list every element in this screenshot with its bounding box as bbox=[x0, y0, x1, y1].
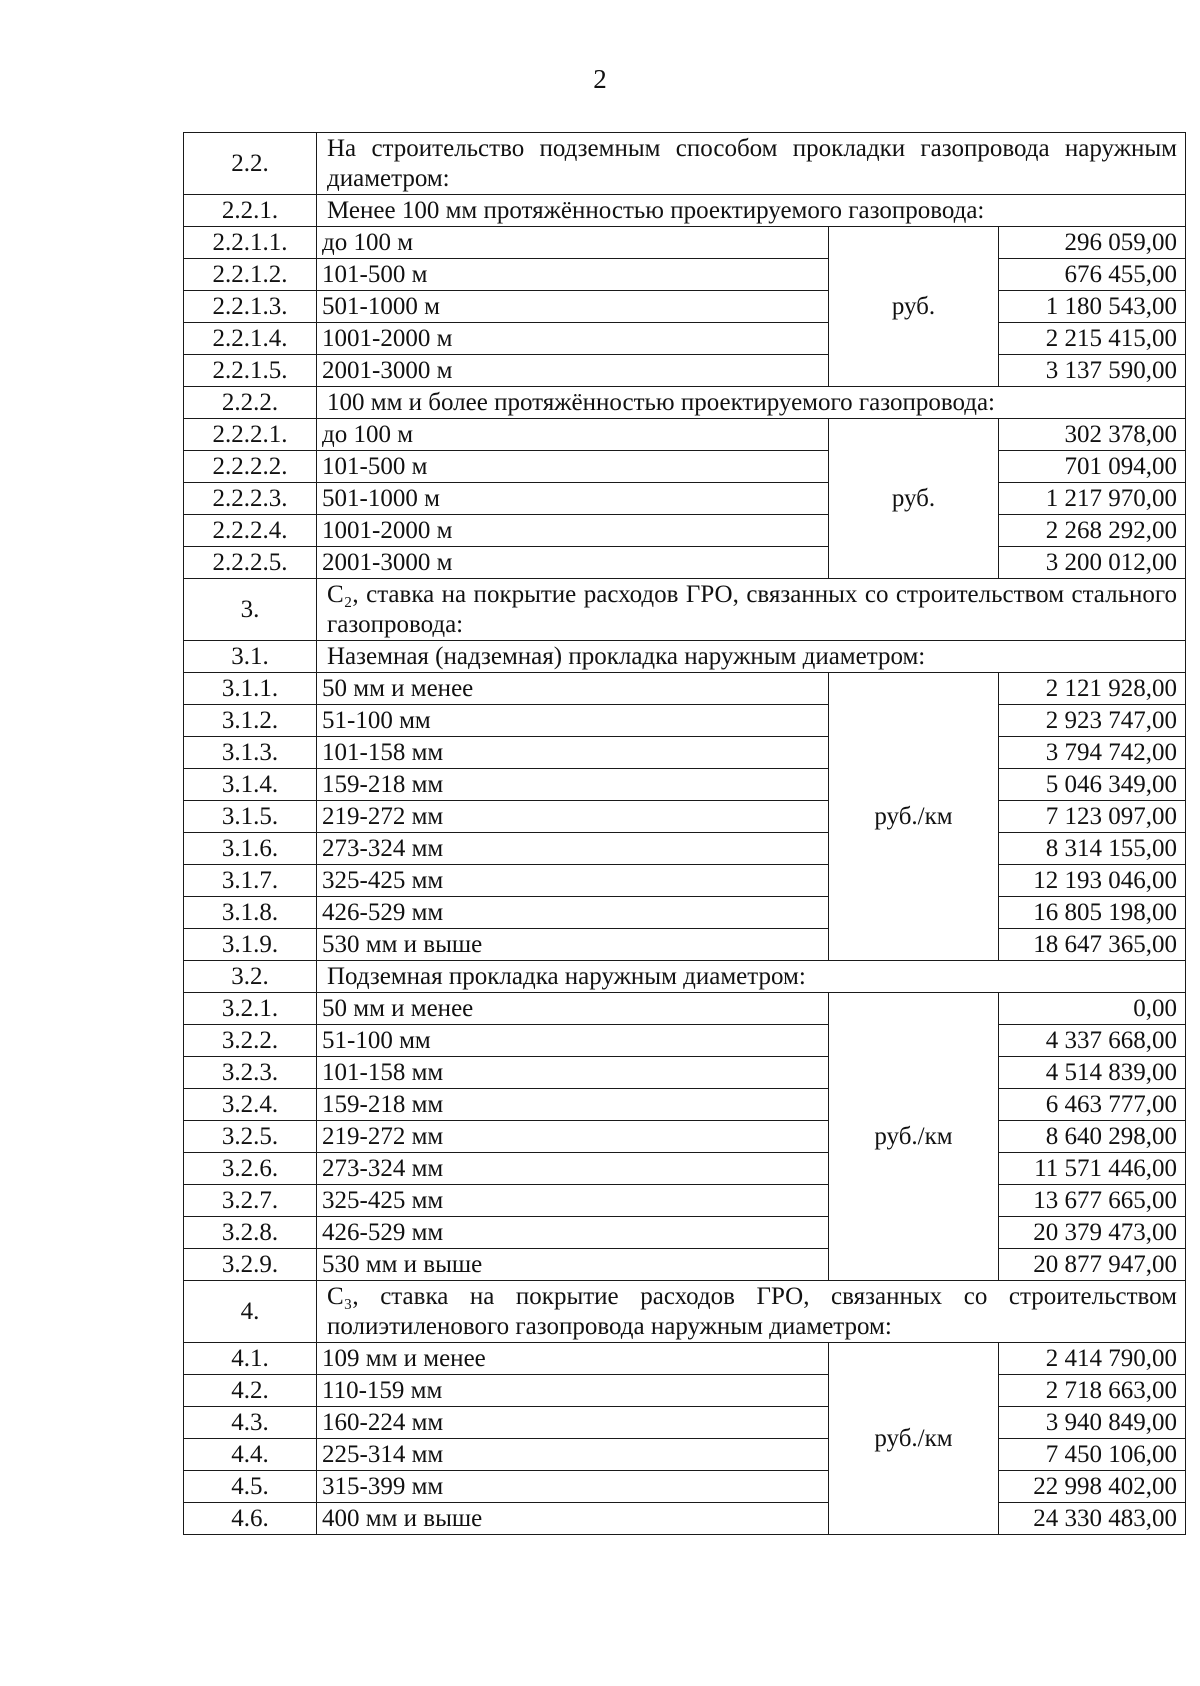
item-description: 1001-2000 м bbox=[317, 323, 829, 355]
page-number: 2 bbox=[593, 64, 607, 94]
item-description: 109 мм и менее bbox=[317, 1343, 829, 1375]
item-number: 3.2.2. bbox=[184, 1025, 317, 1057]
item-number: 4.4. bbox=[184, 1439, 317, 1471]
table-row bbox=[184, 483, 1186, 515]
item-description: 501-1000 м bbox=[317, 291, 829, 323]
rate-value: 6 463 777,00 bbox=[999, 1089, 1186, 1121]
item-description: 1001-2000 м bbox=[317, 515, 829, 547]
rate-value: 13 677 665,00 bbox=[999, 1185, 1186, 1217]
table-row bbox=[184, 673, 1186, 705]
item-description: 2001-3000 м bbox=[317, 547, 829, 579]
item-number: 4.6. bbox=[184, 1503, 317, 1535]
table-row bbox=[184, 1503, 1186, 1535]
item-number: 4.2. bbox=[184, 1375, 317, 1407]
item-description: 159-218 мм bbox=[317, 769, 829, 801]
table-row bbox=[184, 801, 1186, 833]
rate-value: 2 414 790,00 bbox=[999, 1343, 1186, 1375]
item-number: 2.2.2.1. bbox=[184, 419, 317, 451]
item-number: 3.1.7. bbox=[184, 865, 317, 897]
table-row bbox=[184, 323, 1186, 355]
tariff-table bbox=[183, 132, 1186, 1535]
item-number: 3.1.4. bbox=[184, 769, 317, 801]
item-number: 3.2.9. bbox=[184, 1249, 317, 1281]
item-number: 3.2.8. bbox=[184, 1217, 317, 1249]
item-number: 2.2.2.4. bbox=[184, 515, 317, 547]
subsection-header-row bbox=[184, 641, 1186, 673]
rate-value: 8 640 298,00 bbox=[999, 1121, 1186, 1153]
section-header-row bbox=[184, 133, 1186, 195]
subsection-title: Подземная прокладка наружным диаметром: bbox=[317, 961, 1186, 993]
item-number: 3.2.4. bbox=[184, 1089, 317, 1121]
item-number: 3.2.6. bbox=[184, 1153, 317, 1185]
item-description: 110-159 мм bbox=[317, 1375, 829, 1407]
section-title: С₂, ставка на покрытие расходов ГРО, связанных со строительством стального газопровода: bbox=[317, 579, 1186, 641]
rate-value: 1 217 970,00 bbox=[999, 483, 1186, 515]
rate-value: 3 200 012,00 bbox=[999, 547, 1186, 579]
table-row bbox=[184, 515, 1186, 547]
item-number: 3.1.1. bbox=[184, 673, 317, 705]
item-number: 3.1.8. bbox=[184, 897, 317, 929]
rate-value: 2 215 415,00 bbox=[999, 323, 1186, 355]
table-row bbox=[184, 1153, 1186, 1185]
section-header-row bbox=[184, 579, 1186, 641]
item-number: 4. bbox=[184, 1281, 317, 1343]
section-title: На строительство подземным способом прокладки газопровода наружным диаметром: bbox=[317, 133, 1186, 195]
rate-value: 7 450 106,00 bbox=[999, 1439, 1186, 1471]
rate-value: 2 121 928,00 bbox=[999, 673, 1186, 705]
item-number: 2.2.2. bbox=[184, 387, 317, 419]
table-row bbox=[184, 1439, 1186, 1471]
item-description: 273-324 мм bbox=[317, 833, 829, 865]
rate-value: 676 455,00 bbox=[999, 259, 1186, 291]
unit-cell: руб./км bbox=[829, 993, 999, 1281]
subsection-title: Менее 100 мм протяжённостью проектируемого газопровода: bbox=[317, 195, 1186, 227]
item-description: 225-314 мм bbox=[317, 1439, 829, 1471]
item-number: 4.3. bbox=[184, 1407, 317, 1439]
rate-value: 3 137 590,00 bbox=[999, 355, 1186, 387]
rate-value: 18 647 365,00 bbox=[999, 929, 1186, 961]
table-row bbox=[184, 451, 1186, 483]
item-description: 530 мм и выше bbox=[317, 929, 829, 961]
rate-value: 4 337 668,00 bbox=[999, 1025, 1186, 1057]
item-description: 219-272 мм bbox=[317, 801, 829, 833]
table-row bbox=[184, 291, 1186, 323]
table-row bbox=[184, 865, 1186, 897]
subsection-header-row bbox=[184, 387, 1186, 419]
table-row bbox=[184, 897, 1186, 929]
item-description: до 100 м bbox=[317, 227, 829, 259]
table-row bbox=[184, 833, 1186, 865]
table-row bbox=[184, 1185, 1186, 1217]
subsection-header-row bbox=[184, 961, 1186, 993]
rate-value: 302 378,00 bbox=[999, 419, 1186, 451]
rate-value: 16 805 198,00 bbox=[999, 897, 1186, 929]
table-row bbox=[184, 1375, 1186, 1407]
table-row bbox=[184, 1057, 1186, 1089]
rate-value: 2 718 663,00 bbox=[999, 1375, 1186, 1407]
item-number: 2.2.1. bbox=[184, 195, 317, 227]
subsection-title: Наземная (надземная) прокладка наружным диаметром: bbox=[317, 641, 1186, 673]
unit-cell: руб. bbox=[829, 419, 999, 579]
rate-value: 8 314 155,00 bbox=[999, 833, 1186, 865]
item-number: 2.2.1.1. bbox=[184, 227, 317, 259]
subsection-title: 100 мм и более протяжённостью проектируемого газопровода: bbox=[317, 387, 1186, 419]
item-number: 3.2.5. bbox=[184, 1121, 317, 1153]
item-description: до 100 м bbox=[317, 419, 829, 451]
rate-value: 11 571 446,00 bbox=[999, 1153, 1186, 1185]
rate-value: 701 094,00 bbox=[999, 451, 1186, 483]
table-row bbox=[184, 419, 1186, 451]
rate-value: 7 123 097,00 bbox=[999, 801, 1186, 833]
rate-value: 0,00 bbox=[999, 993, 1186, 1025]
item-description: 325-425 мм bbox=[317, 1185, 829, 1217]
table-row bbox=[184, 1343, 1186, 1375]
item-description: 530 мм и выше bbox=[317, 1249, 829, 1281]
item-number: 3.1.5. bbox=[184, 801, 317, 833]
item-description: 426-529 мм bbox=[317, 1217, 829, 1249]
item-number: 3.2.7. bbox=[184, 1185, 317, 1217]
unit-cell: руб./км bbox=[829, 673, 999, 961]
table-row bbox=[184, 769, 1186, 801]
rate-value: 2 923 747,00 bbox=[999, 705, 1186, 737]
item-number: 3.1.6. bbox=[184, 833, 317, 865]
item-description: 2001-3000 м bbox=[317, 355, 829, 387]
rate-value: 20 877 947,00 bbox=[999, 1249, 1186, 1281]
item-description: 51-100 мм bbox=[317, 1025, 829, 1057]
table-row bbox=[184, 1249, 1186, 1281]
item-description: 50 мм и менее bbox=[317, 673, 829, 705]
item-description: 101-158 мм bbox=[317, 737, 829, 769]
item-description: 101-500 м bbox=[317, 259, 829, 291]
item-number: 2.2. bbox=[184, 133, 317, 195]
item-number: 3.1. bbox=[184, 641, 317, 673]
item-description: 273-324 мм bbox=[317, 1153, 829, 1185]
rate-value: 5 046 349,00 bbox=[999, 769, 1186, 801]
subsection-header-row bbox=[184, 195, 1186, 227]
rate-value: 4 514 839,00 bbox=[999, 1057, 1186, 1089]
item-description: 400 мм и выше bbox=[317, 1503, 829, 1535]
table-row bbox=[184, 259, 1186, 291]
rate-value: 12 193 046,00 bbox=[999, 865, 1186, 897]
item-description: 219-272 мм bbox=[317, 1121, 829, 1153]
item-description: 426-529 мм bbox=[317, 897, 829, 929]
unit-cell: руб./км bbox=[829, 1343, 999, 1535]
item-number: 2.2.1.4. bbox=[184, 323, 317, 355]
item-number: 2.2.2.3. bbox=[184, 483, 317, 515]
rate-value: 20 379 473,00 bbox=[999, 1217, 1186, 1249]
table-row bbox=[184, 705, 1186, 737]
item-number: 2.2.1.2. bbox=[184, 259, 317, 291]
item-number: 3.1.9. bbox=[184, 929, 317, 961]
table-row bbox=[184, 355, 1186, 387]
table-row bbox=[184, 1217, 1186, 1249]
item-number: 4.5. bbox=[184, 1471, 317, 1503]
rate-value: 1 180 543,00 bbox=[999, 291, 1186, 323]
item-description: 159-218 мм bbox=[317, 1089, 829, 1121]
item-number: 2.2.2.2. bbox=[184, 451, 317, 483]
item-number: 4.1. bbox=[184, 1343, 317, 1375]
table-row bbox=[184, 993, 1186, 1025]
item-number: 2.2.2.5. bbox=[184, 547, 317, 579]
rate-value: 3 940 849,00 bbox=[999, 1407, 1186, 1439]
table-row bbox=[184, 1121, 1186, 1153]
item-number: 3.2. bbox=[184, 961, 317, 993]
rate-value: 3 794 742,00 bbox=[999, 737, 1186, 769]
section-title: С₃, ставка на покрытие расходов ГРО, связанных со строительством полиэтиленового газопровода наружным диаметром: bbox=[317, 1281, 1186, 1343]
table-row bbox=[184, 1407, 1186, 1439]
table-row bbox=[184, 929, 1186, 961]
item-number: 3.1.3. bbox=[184, 737, 317, 769]
rate-value: 22 998 402,00 bbox=[999, 1471, 1186, 1503]
item-number: 3. bbox=[184, 579, 317, 641]
table-row bbox=[184, 547, 1186, 579]
section-header-row bbox=[184, 1281, 1186, 1343]
item-number: 2.2.1.3. bbox=[184, 291, 317, 323]
table-row bbox=[184, 1089, 1186, 1121]
item-description: 325-425 мм bbox=[317, 865, 829, 897]
item-description: 501-1000 м bbox=[317, 483, 829, 515]
table-row bbox=[184, 227, 1186, 259]
table-row bbox=[184, 737, 1186, 769]
item-description: 50 мм и менее bbox=[317, 993, 829, 1025]
rate-value: 24 330 483,00 bbox=[999, 1503, 1186, 1535]
rate-value: 296 059,00 bbox=[999, 227, 1186, 259]
rate-value: 2 268 292,00 bbox=[999, 515, 1186, 547]
item-description: 101-500 м bbox=[317, 451, 829, 483]
table-row bbox=[184, 1471, 1186, 1503]
item-description: 51-100 мм bbox=[317, 705, 829, 737]
table-row bbox=[184, 1025, 1186, 1057]
item-number: 3.1.2. bbox=[184, 705, 317, 737]
item-number: 3.2.1. bbox=[184, 993, 317, 1025]
item-description: 315-399 мм bbox=[317, 1471, 829, 1503]
unit-cell: руб. bbox=[829, 227, 999, 387]
item-description: 101-158 мм bbox=[317, 1057, 829, 1089]
item-description: 160-224 мм bbox=[317, 1407, 829, 1439]
item-number: 3.2.3. bbox=[184, 1057, 317, 1089]
item-number: 2.2.1.5. bbox=[184, 355, 317, 387]
